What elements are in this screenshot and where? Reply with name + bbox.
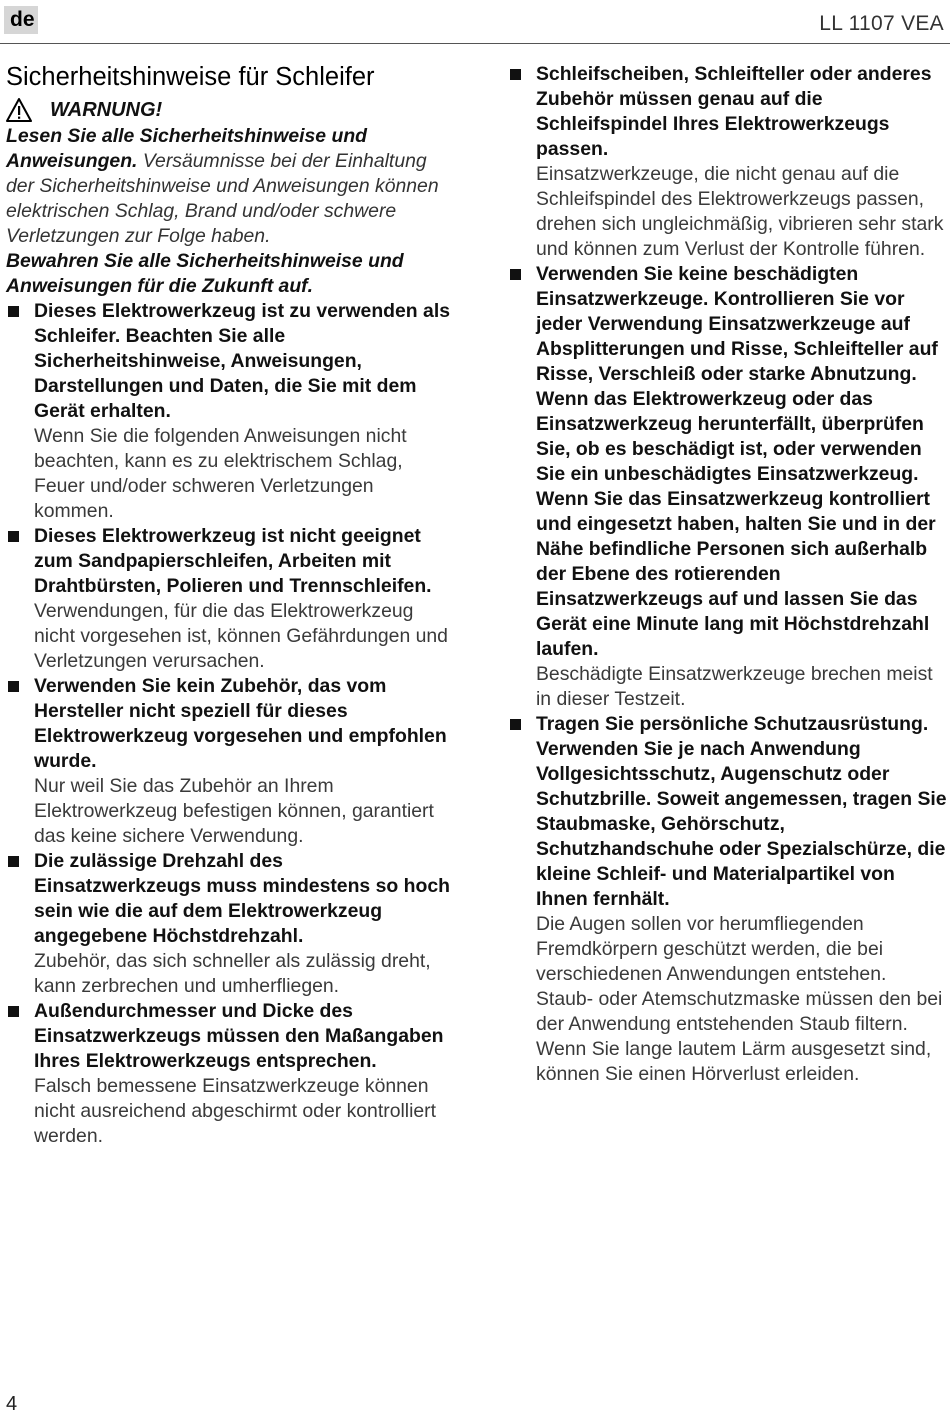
item-text: Falsch bemessene Einsatzwerkzeuge können nicht ausreichend abgeschirmt oder kontrolliert werden.: [34, 1075, 437, 1147]
item-text: Zubehör, das sich schneller als zulässig dreht, kann zerbrechen und umherfliegen.: [34, 950, 431, 997]
item-heading: Die zulässige Drehzahl des Einsatzwerkzeugs muss mindestens so hoch sein wie die auf dem Elektrowerkzeug angegebene Höchstdrehzahl.: [34, 850, 450, 947]
item-heading: Außendurchmesser und Dicke des Einsatzwerkzeugs müssen den Maßangaben Ihres Elektrowerkzeugs entsprechen.: [34, 1000, 444, 1072]
header-divider: [0, 43, 950, 44]
item-text: Verwendungen, für die das Elektrowerkzeug nicht vorgesehen ist, können Gefährdungen und Verletzungen verursachen.: [34, 600, 448, 672]
safety-item: [6, 999, 452, 1149]
section-title: Sicherheitshinweise für Schleifer: [6, 63, 375, 91]
item-heading: Tragen Sie persönliche Schutzausrüstung. Verwenden Sie je nach Anwendung Vollgesichtsschutz, Augenschutz oder Schutzbrille. Soweit angemessen, tragen Sie Staubmaske, Gehörschutz, Schutzhandschuhe oder Spezialschürze, die kleine Schleif- und Materialpartikel von Ihnen fernhält.: [536, 713, 947, 910]
safety-item: [6, 524, 452, 674]
safety-item: [6, 299, 452, 524]
item-text: Beschädigte Einsatzwerkzeuge brechen meist in dieser Testzeit.: [536, 663, 933, 710]
warning-triangle-icon: [6, 97, 32, 123]
item-heading: Verwenden Sie keine beschädigten Einsatzwerkzeuge. Kontrollieren Sie vor jeder Verwendung Einsatzwerkzeuge auf Absplitterungen und Risse, Schleifteller auf Risse, Verschleiß oder starke Abnutzung. Wenn das Elektrowerkzeug oder das Einsatzwerkzeug herunterfällt, überprüfen Sie, ob es beschädigt ist, oder verwenden Sie ein unbeschädigtes Einsatzwerkzeug. Wenn Sie das Einsatzwerkzeug kontrolliert und eingesetzt haben, halten Sie und in der Nähe befindliche Personen sich außerhalb der Ebene des rotierenden Einsatzwerkzeugs auf und lassen Sie das Gerät eine Minute lang mit Höchstdrehzahl laufen.: [536, 263, 938, 660]
model-number: LL 1107 VEA: [819, 12, 944, 35]
item-heading: Dieses Elektrowerkzeug ist zu verwenden als Schleifer. Beachten Sie alle Sicherheitshinweise, Anweisungen, Darstellungen und Daten, die Sie mit dem Gerät erhalten.: [34, 300, 450, 422]
intro-paragraph: [6, 124, 452, 249]
page-number: 4: [6, 1393, 18, 1415]
item-text: Nur weil Sie das Zubehör an Ihrem Elektrowerkzeug befestigen können, garantiert das keine sichere Verwendung.: [34, 775, 434, 847]
warning-label: WARNUNG!: [50, 98, 163, 121]
language-badge: de: [4, 6, 38, 34]
page-header: [0, 0, 950, 44]
safety-item: [6, 849, 452, 999]
item-heading: Dieses Elektrowerkzeug ist nicht geeignet zum Sandpapierschleifen, Arbeiten mit Drahtbürsten, Polieren und Trennschleifen.: [34, 525, 432, 597]
bullet-square-icon: [8, 856, 19, 867]
bullet-square-icon: [8, 306, 19, 317]
intro-bold: Lesen Sie alle Sicherheitshinweise und Anweisungen.: [6, 125, 368, 172]
safety-item: [508, 62, 948, 262]
item-text: Einsatzwerkzeuge, die nicht genau auf die Schleifspindel des Elektrowerkzeugs passen, drehen sich ungleichmäßig, vibrieren sehr stark und können zum Verlust der Kontrolle führen.: [536, 163, 944, 260]
item-text: Die Augen sollen vor herumfliegenden Fremdkörpern geschützt werden, die bei verschiedenen Anwendungen entstehen. Staub- oder Atemschutzmaske müssen den bei der Anwendung entstehenden Staub filtern. Wenn Sie lange lautem Lärm ausgesetzt sind, können Sie einen Hörverlust erleiden.: [536, 913, 943, 1085]
keep-instructions: Bewahren Sie alle Sicherheitshinweise und Anweisungen für die Zukunft auf.: [6, 250, 404, 297]
warning-row: [6, 96, 452, 124]
safety-item: [508, 262, 948, 712]
bullet-square-icon: [510, 69, 521, 80]
bullet-square-icon: [8, 681, 19, 692]
left-column: [6, 62, 452, 1149]
safety-item: [508, 712, 948, 1087]
item-text: Wenn Sie die folgenden Anweisungen nicht beachten, kann es zu elektrischem Schlag, Feuer und/oder schweren Verletzungen kommen.: [34, 425, 407, 522]
right-column: [508, 62, 948, 1087]
safety-item: [6, 674, 452, 849]
bullet-square-icon: [8, 531, 19, 542]
bullet-square-icon: [510, 719, 521, 730]
item-heading: Verwenden Sie kein Zubehör, das vom Hersteller nicht speziell für dieses Elektrowerkzeug vorgesehen und empfohlen wurde.: [34, 675, 447, 772]
item-heading: Schleifscheiben, Schleifteller oder anderes Zubehör müssen genau auf die Schleifspindel Ihres Elektrowerkzeugs passen.: [536, 63, 932, 160]
intro-text: Versäumnisse bei der Einhaltung der Sicherheitshinweise und Anweisungen können elektrischen Schlag, Brand und/oder schwere Verletzungen zur Folge haben.: [6, 150, 439, 247]
bullet-square-icon: [510, 269, 521, 280]
bullet-square-icon: [8, 1006, 19, 1017]
